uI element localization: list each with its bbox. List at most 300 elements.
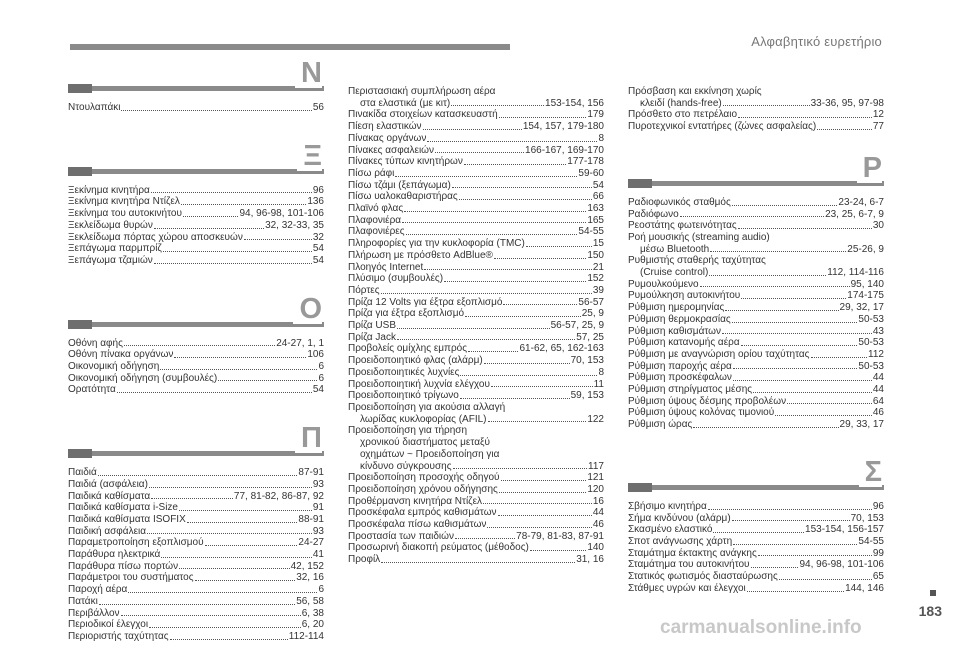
index-entry-label: Οικονομική οδήγηση (συμβουλές) <box>68 372 218 384</box>
index-entry-pages: 166-167, 169-170 <box>525 144 604 156</box>
dot-leader <box>117 391 312 393</box>
page-marker <box>930 590 936 596</box>
index-entry-pages: 93 <box>312 525 324 537</box>
index-entry-label: Ξεπάγωμα παρμπρίζ <box>68 243 162 255</box>
index-entry <box>628 548 884 560</box>
dot-leader <box>404 210 586 212</box>
index-entry-pages: 44 <box>592 507 604 519</box>
index-entry <box>628 536 884 548</box>
index-entry-pages: 93 <box>312 478 324 490</box>
index-entry-pages: 50-53 <box>858 337 884 349</box>
index-entry-pages: 78-79, 81-83, 87-91 <box>516 530 604 542</box>
index-entry <box>68 514 324 526</box>
dot-leader <box>381 292 592 294</box>
index-entry-pages: 112, 114-116 <box>827 267 884 279</box>
index-entry <box>68 255 324 267</box>
dot-leader <box>195 579 296 581</box>
index-entry-pages: 56, 58 <box>296 595 324 607</box>
index-entry <box>348 297 604 309</box>
index-entry-pages: 29, 33, 17 <box>839 419 884 431</box>
dot-leader <box>498 514 592 516</box>
dot-leader <box>499 491 586 493</box>
index-entry <box>348 262 604 274</box>
index-entry-pages: 154, 157, 179-180 <box>522 121 604 133</box>
index-entry-label: Ρύθμιση ύψους δέσμης προβολέων <box>628 395 787 407</box>
index-entry-label: Παιδικά καθίσματα i-Size <box>68 502 178 514</box>
dot-leader <box>121 614 301 616</box>
index-entry <box>628 559 884 571</box>
index-entry <box>68 537 324 549</box>
index-entry-pages: 6 <box>318 372 324 384</box>
index-entry-pages: 6 <box>318 361 324 373</box>
index-entry-label: Ραδιοφωνικός σταθμός <box>628 196 731 208</box>
index-entry-label: Προθέρμανση κινητήρα Ντίζελ <box>348 495 483 507</box>
index-entry <box>68 373 324 385</box>
index-entry-pages: 112 <box>868 348 884 360</box>
index-entry <box>628 326 884 338</box>
index-entry-pages: 33-36, 95, 97-98 <box>810 97 884 109</box>
index-entry-pages: 24-27, 1, 1 <box>276 337 324 349</box>
index-entry <box>348 461 604 473</box>
index-entry-pages: 136 <box>307 196 324 208</box>
index-entry-label: Προβολείς ομίχλης εμπρός <box>348 343 468 355</box>
index-entry <box>628 197 884 209</box>
index-entry-label: Ρύθμιση καθισμάτων <box>628 325 721 337</box>
dot-leader <box>530 549 586 551</box>
index-entry-label: Ορατότητα <box>68 384 116 396</box>
index-entry <box>348 554 604 566</box>
index-entry <box>348 507 604 519</box>
index-entry <box>68 561 324 573</box>
index-entry-label: Σβήσιμο κινητήρα <box>628 500 707 512</box>
dot-leader <box>406 233 578 235</box>
dot-leader <box>741 344 858 346</box>
section-letter: Ξ <box>297 141 322 171</box>
index-entry <box>68 384 324 396</box>
dot-leader <box>174 356 306 358</box>
index-entry-pages: 177-178 <box>567 156 604 168</box>
index-entry <box>348 379 604 391</box>
index-entry-pages: 94, 96-98, 101-106 <box>799 559 884 571</box>
index-entry <box>628 571 884 583</box>
dot-leader <box>484 362 570 364</box>
index-entry-label: Προειδοποιητικές λυχνίες <box>348 366 460 378</box>
dot-leader <box>151 191 312 193</box>
dot-leader <box>753 391 872 393</box>
index-entry <box>628 302 884 314</box>
dot-leader <box>424 268 592 270</box>
dot-leader <box>713 531 804 533</box>
index-entry <box>348 215 604 227</box>
index-entry <box>628 407 884 419</box>
running-title: Αλφαβητικό ευρετήριο <box>751 34 882 49</box>
dot-leader <box>733 543 857 545</box>
index-entry-label: Πλοηγός Internet <box>348 261 424 273</box>
dot-leader <box>179 509 312 511</box>
index-entry-pages: 25, 9 <box>581 308 604 320</box>
index-entry-pages: 29, 32, 17 <box>839 302 884 314</box>
index-entry-pages: 54 <box>312 384 324 396</box>
dot-leader <box>680 215 824 217</box>
section-letter: Ρ <box>857 153 882 183</box>
dot-leader <box>452 186 592 188</box>
index-entry <box>68 102 324 114</box>
index-entry-label: Ρύθμιση κατανομής αέρα <box>628 337 740 349</box>
index-entry-pages: 122 <box>587 413 604 425</box>
index-entry <box>348 145 604 157</box>
index-entry <box>348 226 604 238</box>
dot-leader <box>811 356 868 358</box>
index-entry-label: Στάθμες υγρών και έλεγχοι <box>628 582 746 594</box>
index-entry <box>68 232 324 244</box>
index-entry <box>68 549 324 561</box>
dot-leader <box>397 338 575 340</box>
index-entry-label: (Cruise control) <box>640 267 709 279</box>
index-entry-label: Ξεκλείδωμα πόρτας χώρου αποσκευών <box>68 231 243 243</box>
index-entry <box>348 343 604 355</box>
index-entry-pages: 43 <box>872 325 884 337</box>
index-entry-pages: 61-62, 65, 162-163 <box>519 343 604 355</box>
section-heading <box>68 415 324 467</box>
index-entry-label: Πληροφορίες για την κυκλοφορία (TMC) <box>348 238 525 250</box>
index-entry-pages: 6, 20 <box>301 619 324 631</box>
index-entry-pages: 46 <box>592 519 604 531</box>
index-entry-label: στα ελαστικά (με κιτ) <box>360 97 451 109</box>
index-entry-label: λωρίδας κυκλοφορίας (AFIL) <box>360 413 487 425</box>
dot-leader <box>459 198 592 200</box>
index-entry-pages: 56-57, 25, 9 <box>550 320 604 332</box>
index-entry-label: Σήμα κινδύνου (αλάρμ) <box>628 512 731 524</box>
index-entry-pages: 6, 38 <box>301 607 324 619</box>
index-entry-pages: 16 <box>592 495 604 507</box>
index-entry-label: Στατικός φωτισμός διασταύρωσης <box>628 571 778 583</box>
index-entry-label: Πατάκι <box>68 595 98 607</box>
dot-leader <box>758 554 872 556</box>
dot-leader <box>468 350 518 352</box>
index-entry <box>348 531 604 543</box>
index-entry-pages: 6 <box>318 584 324 596</box>
index-entry-pages: 42, 152 <box>290 560 324 572</box>
dot-leader <box>149 626 301 628</box>
index-entry <box>628 384 884 396</box>
index-entry-label: Πόρτες <box>348 284 380 296</box>
dot-leader <box>395 175 577 177</box>
dot-leader <box>423 128 522 130</box>
index-entry-pages: 23, 25, 6-7, 9 <box>825 208 884 220</box>
index-entry <box>68 502 324 514</box>
index-entry-label: Προειδοποίηση προσοχής οδηγού <box>348 472 500 484</box>
index-entry <box>348 519 604 531</box>
index-entry <box>348 273 604 285</box>
index-entry <box>348 332 604 344</box>
index-entry <box>628 513 884 525</box>
index-entry-label: Ρυθμιστής σταθερής ταχύτητας <box>628 255 766 267</box>
index-entry <box>348 203 604 215</box>
dot-leader <box>151 497 233 499</box>
index-entry-pages: 44 <box>872 372 884 384</box>
index-entry-label: Προειδοποιητική λυχνία ελέγχου <box>348 378 490 390</box>
index-entry-label: Παράμετροι του συστήματος <box>68 572 194 584</box>
dot-leader <box>427 140 597 142</box>
index-entry-label: Πινακίδα στοιχείων κατασκευαστή <box>348 109 498 121</box>
index-entry-pages: 59, 153 <box>570 390 604 402</box>
index-entry-pages: 56 <box>312 102 324 113</box>
index-entry-label: Παιδική ασφάλεια <box>68 525 147 537</box>
index-entry-pages: 112-114 <box>288 630 324 642</box>
index-entry <box>68 619 324 631</box>
index-entry-label: Παραμετροποίηση εξοπλισμού <box>68 537 204 549</box>
index-entry-label: Πρίζα 12 Volts για έξτρα εξοπλισμό <box>348 296 503 308</box>
dot-leader <box>154 227 264 229</box>
index-entry-label: Ρύθμιση με αναγνώριση ορίου ταχύτητας <box>628 348 810 360</box>
dot-leader <box>244 238 312 240</box>
index-entry-label: Πρίζα Jack <box>348 331 396 343</box>
index-entry <box>68 185 324 197</box>
dot-leader <box>738 116 872 118</box>
section-heading <box>68 133 324 185</box>
index-entry <box>348 168 604 180</box>
dot-leader <box>147 532 312 534</box>
index-entry <box>628 98 884 110</box>
index-entry-label: Ρυμούλκηση αυτοκινήτου <box>628 290 741 302</box>
index-entry-label: Ξεκίνημα του αυτοκινήτου <box>68 208 182 220</box>
section-rule <box>68 86 324 91</box>
index-entry <box>348 496 604 508</box>
index-entry-label: Πλαφονιέρες <box>348 226 405 238</box>
index-entry-label: Προειδοποίηση για τήρηση <box>348 425 468 437</box>
dot-leader <box>181 203 306 205</box>
dot-leader <box>444 280 586 282</box>
index-entry <box>68 208 324 220</box>
index-entry-pages: 153-154, 156-157 <box>805 524 884 536</box>
index-entry-label: Πίσω υαλοκαθαριστήρας <box>348 191 458 203</box>
index-column-3 <box>628 86 884 595</box>
index-entry-pages: 106 <box>307 349 324 361</box>
index-entry-pages: 120 <box>587 483 604 495</box>
index-entry-pages: 54 <box>312 254 324 266</box>
index-entry <box>348 484 604 496</box>
index-entry-pages: 117 <box>588 460 604 472</box>
dot-leader <box>488 420 587 422</box>
index-entry <box>348 414 604 426</box>
index-entry-label: Προσωρινή διακοπή ρεύματος (μέθοδος) <box>348 542 529 554</box>
index-entry-pages: 54 <box>312 243 324 255</box>
index-entry <box>348 320 604 332</box>
index-entry-pages: 88-91 <box>298 513 324 525</box>
section-heading <box>68 286 324 338</box>
index-entry <box>68 479 324 491</box>
dot-leader <box>722 332 872 334</box>
index-entry-label: Σκασμένο ελαστικό <box>628 524 713 536</box>
index-entry-pages: 163 <box>587 203 604 215</box>
index-entry-pages: 91 <box>312 502 324 514</box>
index-entry-pages: 57, 25 <box>576 331 604 343</box>
dot-leader <box>160 368 317 370</box>
index-entry-label: Πλήρωση με πρόσθετο AdBlue® <box>348 249 493 261</box>
index-entry <box>348 109 604 121</box>
index-entry-label: Πίσω τζάμι (ξεπάγωμα) <box>348 179 451 191</box>
index-entry-pages: 15 <box>592 238 604 250</box>
index-entry-label: Ροή μουσικής (streaming audio) <box>628 231 770 243</box>
index-entry-label: Πίνακες ασφαλειών <box>348 144 434 156</box>
index-entry <box>68 584 324 596</box>
index-entry-label: Ρύθμιση παροχής αέρα <box>628 360 732 372</box>
index-entry <box>68 196 324 208</box>
index-entry-label: Πρόσθετο στο πετρέλαιο <box>628 109 737 121</box>
index-entry <box>628 372 884 384</box>
index-entry <box>68 608 324 620</box>
index-entry-pages: 44 <box>872 384 884 396</box>
index-entry-pages: 41 <box>312 549 324 561</box>
index-entry-label: Πρίζα για έξτρα εξοπλισμό <box>348 308 465 320</box>
index-entry-pages: 152 <box>587 273 604 285</box>
dot-leader <box>738 227 872 229</box>
dot-leader <box>154 262 312 264</box>
index-entry-label: Σταμάτημα του αυτοκινήτου <box>628 559 750 571</box>
index-entry-label: Παιδιά (ασφάλεια) <box>68 478 148 490</box>
index-entry <box>628 361 884 373</box>
index-entry-label: Πρόσβαση και εκκίνηση χωρίς <box>628 86 762 97</box>
index-entry-label: Προειδοποιητικό τρίγωνο <box>348 390 459 402</box>
index-entry <box>68 349 324 361</box>
dot-leader <box>460 374 597 376</box>
index-entry <box>68 526 324 538</box>
dot-leader <box>464 163 566 165</box>
dot-leader <box>526 245 592 247</box>
index-entry-label: Προειδοποιητικό φλας (αλάρμ) <box>348 355 483 367</box>
index-entry-label: Ξεπάγωμα τζαμιών <box>68 254 153 266</box>
index-entry-label: Πίεση ελαστικών <box>348 121 422 133</box>
section-heading <box>628 145 884 197</box>
index-entry <box>628 279 884 291</box>
index-entry <box>628 337 884 349</box>
section-rule <box>68 169 324 174</box>
index-entry-label: Πίνακας οργάνων <box>348 132 427 144</box>
index-entry-label: Προειδοποίηση χρόνου οδήγησης <box>348 483 498 495</box>
dot-leader <box>465 315 581 317</box>
index-entry <box>348 98 604 110</box>
index-entry-pages: 31, 16 <box>576 554 604 566</box>
dot-leader <box>128 591 317 593</box>
index-entry-pages: 66 <box>592 191 604 203</box>
dot-leader <box>709 274 826 276</box>
index-entry <box>348 238 604 250</box>
index-entry-pages: 70, 153 <box>850 512 884 524</box>
index-entry-label: Πρίζα USB <box>348 320 396 332</box>
index-entry-pages: 54-55 <box>858 535 884 547</box>
section-rule <box>68 322 324 327</box>
dot-leader <box>787 402 872 404</box>
index-column-2 <box>348 86 604 566</box>
dot-leader <box>499 116 587 118</box>
dot-leader <box>381 561 575 563</box>
section-letter: Π <box>295 423 322 453</box>
dot-leader <box>460 397 570 399</box>
section-letter: Ο <box>293 294 322 324</box>
dot-leader <box>453 467 588 469</box>
dot-leader <box>693 426 838 428</box>
index-entry <box>628 524 884 536</box>
index-entry-label: μέσω Bluetooth <box>640 243 710 255</box>
dot-leader <box>503 303 577 305</box>
index-entry-label: Περιβάλλον <box>68 607 120 619</box>
index-entry <box>68 243 324 255</box>
index-entry-label: Πλαφονιέρα <box>348 214 402 226</box>
index-entry-label: χρονικού διαστήματος μεταξύ <box>360 437 490 449</box>
index-entry-pages: 11 <box>593 378 604 390</box>
index-entry-pages: 77 <box>872 121 884 133</box>
dot-leader <box>187 521 298 523</box>
index-entry-label: Οθόνη πίνακα οργάνων <box>68 349 174 361</box>
index-entry-pages: 12 <box>872 109 884 121</box>
index-entry-label: Ρύθμιση ύψους κολόνας τιμονιού <box>628 407 775 419</box>
index-entry-pages: 99 <box>872 547 884 559</box>
dot-leader <box>99 603 295 605</box>
index-entry-label: Πλαϊνό φλας <box>348 203 404 215</box>
index-entry-pages: 25-26, 9 <box>847 243 884 255</box>
index-entry-label: Σποτ ανάγνωσης χάρτη <box>628 535 733 547</box>
dot-leader <box>775 414 872 416</box>
index-entry-label: Ξεκλείδωμα θυρών <box>68 219 153 231</box>
index-entry-pages: 8 <box>598 366 604 378</box>
index-entry <box>628 501 884 513</box>
index-entry <box>348 133 604 145</box>
index-entry-pages: 165 <box>587 214 604 226</box>
index-entry <box>628 267 884 279</box>
index-entry-pages: 96 <box>872 500 884 512</box>
index-entry-label: Παράθυρα πίσω πορτών <box>68 560 179 572</box>
index-entry-pages: 65 <box>872 571 884 583</box>
dot-leader <box>732 519 850 521</box>
index-entry-pages: 21 <box>592 261 604 273</box>
index-entry <box>628 583 884 595</box>
index-entry <box>628 314 884 326</box>
index-entry <box>68 596 324 608</box>
index-entry <box>628 290 884 302</box>
index-entry-label: οχημάτων ~ Προειδοποίηση για <box>360 448 500 460</box>
index-entry <box>68 361 324 373</box>
dot-leader <box>455 537 515 539</box>
dot-leader <box>732 321 858 323</box>
index-entry <box>68 491 324 503</box>
index-entry <box>628 209 884 221</box>
index-entry <box>348 250 604 262</box>
index-entry-pages: 46 <box>872 407 884 419</box>
index-entry <box>348 308 604 320</box>
index-entry-label: Παιδικά καθίσματα <box>68 490 151 502</box>
index-entry-pages: 70, 153 <box>570 355 604 367</box>
index-entry-pages: 32 <box>312 231 324 243</box>
index-entry-label: Ρυμουλκούμενο <box>628 278 699 290</box>
index-entry <box>628 109 884 121</box>
dot-leader <box>179 567 290 569</box>
index-entry-label: Οθόνη αφής <box>68 337 123 349</box>
index-entry-label: Ρεοστάτης φωτεινότητας <box>628 220 737 232</box>
index-entry-label: Προστασία των παιδιών <box>348 530 454 542</box>
index-entry-pages: 32, 32-33, 35 <box>265 219 324 231</box>
index-entry <box>348 542 604 554</box>
index-entry-label: Πίσω ράφι <box>348 167 395 179</box>
index-entry-pages: 179 <box>587 109 604 121</box>
index-entry-pages: 94, 96-98, 101-106 <box>239 208 324 220</box>
index-entry-pages: 87-91 <box>298 467 324 479</box>
index-entry-label: Πυροτεχνικοί εντατήρες (ζώνες ασφαλείας) <box>628 121 817 133</box>
index-entry <box>68 467 324 479</box>
index-entry-pages: 174-175 <box>847 290 884 302</box>
index-entry-pages: 8 <box>598 132 604 144</box>
index-entry-label: Ρύθμιση ώρας <box>628 419 693 431</box>
index-entry <box>348 121 604 133</box>
